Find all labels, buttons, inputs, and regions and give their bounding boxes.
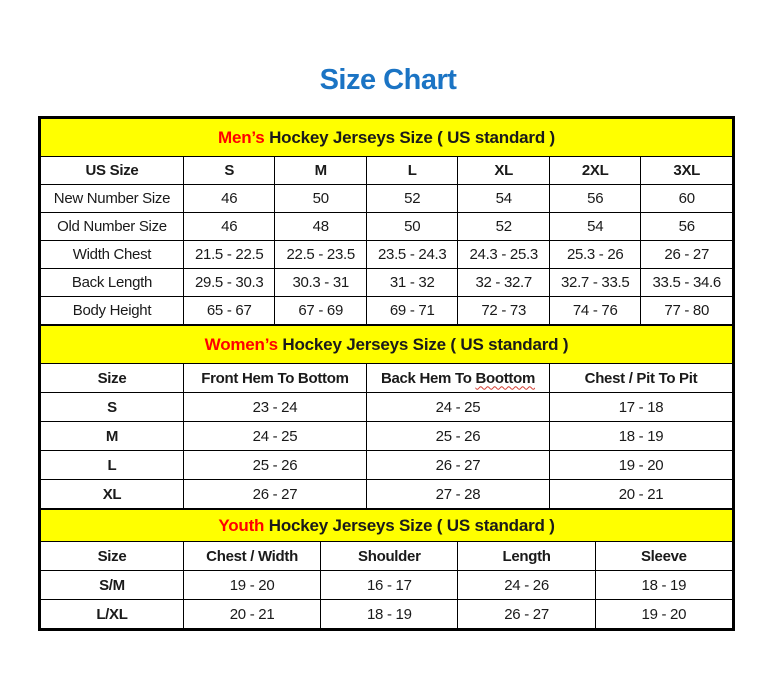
- row-label: New Number Size: [41, 185, 184, 213]
- row-label: L: [41, 451, 184, 480]
- size-value-cell: 52: [458, 213, 550, 241]
- size-value-cell: 16 - 17: [321, 571, 458, 600]
- table-row: [41, 297, 733, 325]
- column-header: Sleeve: [595, 542, 732, 571]
- size-value-cell: 46: [183, 185, 275, 213]
- table-row: [41, 185, 733, 213]
- youth-section-header-row: [41, 510, 733, 542]
- size-value-cell: 32 - 32.7: [458, 269, 550, 297]
- table-row: [41, 269, 733, 297]
- column-header: L: [366, 157, 458, 185]
- size-value-cell: 21.5 - 22.5: [183, 241, 275, 269]
- size-value-cell: 77 - 80: [641, 297, 733, 325]
- misspelled-word-spellcheck-underline: Boottom: [475, 369, 535, 387]
- column-header: Length: [458, 542, 595, 571]
- size-value-cell: 54: [549, 213, 641, 241]
- size-value-cell: 31 - 32: [366, 269, 458, 297]
- row-label: XL: [41, 480, 184, 509]
- size-value-cell: 46: [183, 213, 275, 241]
- size-value-cell: 23 - 24: [183, 393, 366, 422]
- size-value-cell: 19 - 20: [595, 600, 732, 629]
- size-value-cell: 26 - 27: [183, 480, 366, 509]
- womens-column-header-row: [41, 364, 733, 393]
- size-value-cell: 24.3 - 25.3: [458, 241, 550, 269]
- table-row: [41, 571, 733, 600]
- size-value-cell: 19 - 20: [183, 571, 320, 600]
- size-chart-tables: [38, 116, 735, 631]
- size-value-cell: 30.3 - 31: [275, 269, 367, 297]
- column-header: US Size: [41, 157, 184, 185]
- table-row: [41, 480, 733, 509]
- row-label: M: [41, 422, 184, 451]
- table-row: [41, 422, 733, 451]
- size-value-cell: 27 - 28: [366, 480, 549, 509]
- size-value-cell: 24 - 25: [183, 422, 366, 451]
- youth-size-table: [40, 509, 733, 629]
- row-label: L/XL: [41, 600, 184, 629]
- size-value-cell: 60: [641, 185, 733, 213]
- womens-section-header: [41, 326, 733, 364]
- size-value-cell: 56: [641, 213, 733, 241]
- mens-section-header: [41, 119, 733, 157]
- size-value-cell: 52: [366, 185, 458, 213]
- size-value-cell: 25.3 - 26: [549, 241, 641, 269]
- size-value-cell: 50: [275, 185, 367, 213]
- youth-section-header: [41, 510, 733, 542]
- size-value-cell: 26 - 27: [458, 600, 595, 629]
- column-header-text: Back Hem To: [380, 369, 476, 387]
- size-value-cell: 32.7 - 33.5: [549, 269, 641, 297]
- size-value-cell: 50: [366, 213, 458, 241]
- table-row: [41, 600, 733, 629]
- column-header: S: [183, 157, 275, 185]
- youth-column-header-row: [41, 542, 733, 571]
- column-header: [366, 364, 549, 393]
- mens-column-header-row: [41, 157, 733, 185]
- column-header: M: [275, 157, 367, 185]
- size-value-cell: 25 - 26: [183, 451, 366, 480]
- column-header: Front Hem To Bottom: [183, 364, 366, 393]
- size-value-cell: 67 - 69: [275, 297, 367, 325]
- womens-section-header-row: [41, 326, 733, 364]
- row-label: S: [41, 393, 184, 422]
- column-header: 3XL: [641, 157, 733, 185]
- size-value-cell: 24 - 26: [458, 571, 595, 600]
- size-value-cell: 23.5 - 24.3: [366, 241, 458, 269]
- size-value-cell: 26 - 27: [641, 241, 733, 269]
- row-label: Back Length: [41, 269, 184, 297]
- row-label: Old Number Size: [41, 213, 184, 241]
- size-value-cell: 69 - 71: [366, 297, 458, 325]
- table-row: [41, 241, 733, 269]
- size-value-cell: 18 - 19: [321, 600, 458, 629]
- size-value-cell: 26 - 27: [366, 451, 549, 480]
- mens-section-rest: Hockey Jerseys Size ( US standard ): [264, 127, 555, 147]
- size-value-cell: 74 - 76: [549, 297, 641, 325]
- table-row: [41, 451, 733, 480]
- row-label: Body Height: [41, 297, 184, 325]
- size-value-cell: 17 - 18: [549, 393, 732, 422]
- page-title: Size Chart: [319, 64, 457, 96]
- size-value-cell: 20 - 21: [183, 600, 320, 629]
- column-header: 2XL: [549, 157, 641, 185]
- column-header: XL: [458, 157, 550, 185]
- youth-section-rest: Hockey Jerseys Size ( US standard ): [264, 515, 555, 535]
- column-header: Size: [41, 542, 184, 571]
- size-value-cell: 20 - 21: [549, 480, 732, 509]
- size-value-cell: 25 - 26: [366, 422, 549, 451]
- table-row: [41, 393, 733, 422]
- size-value-cell: 48: [275, 213, 367, 241]
- row-label: S/M: [41, 571, 184, 600]
- column-header: Chest / Pit To Pit: [549, 364, 732, 393]
- size-value-cell: 65 - 67: [183, 297, 275, 325]
- size-value-cell: 18 - 19: [595, 571, 732, 600]
- column-header: Chest / Width: [183, 542, 320, 571]
- womens-section-rest: Hockey Jerseys Size ( US standard ): [277, 334, 569, 354]
- mens-size-table: [40, 118, 733, 325]
- youth-section-red-word: Youth: [218, 515, 265, 535]
- size-value-cell: 24 - 25: [366, 393, 549, 422]
- size-value-cell: 72 - 73: [458, 297, 550, 325]
- size-value-cell: 54: [458, 185, 550, 213]
- row-label: Width Chest: [41, 241, 184, 269]
- table-row: [41, 213, 733, 241]
- column-header: Size: [41, 364, 184, 393]
- size-value-cell: 56: [549, 185, 641, 213]
- mens-section-header-row: [41, 119, 733, 157]
- size-value-cell: 22.5 - 23.5: [275, 241, 367, 269]
- size-value-cell: 19 - 20: [549, 451, 732, 480]
- column-header: Shoulder: [321, 542, 458, 571]
- womens-size-table: [40, 325, 733, 509]
- mens-section-red-word: Men’s: [218, 127, 265, 147]
- size-value-cell: 18 - 19: [549, 422, 732, 451]
- womens-section-red-word: Women’s: [204, 334, 278, 354]
- size-value-cell: 33.5 - 34.6: [641, 269, 733, 297]
- size-value-cell: 29.5 - 30.3: [183, 269, 275, 297]
